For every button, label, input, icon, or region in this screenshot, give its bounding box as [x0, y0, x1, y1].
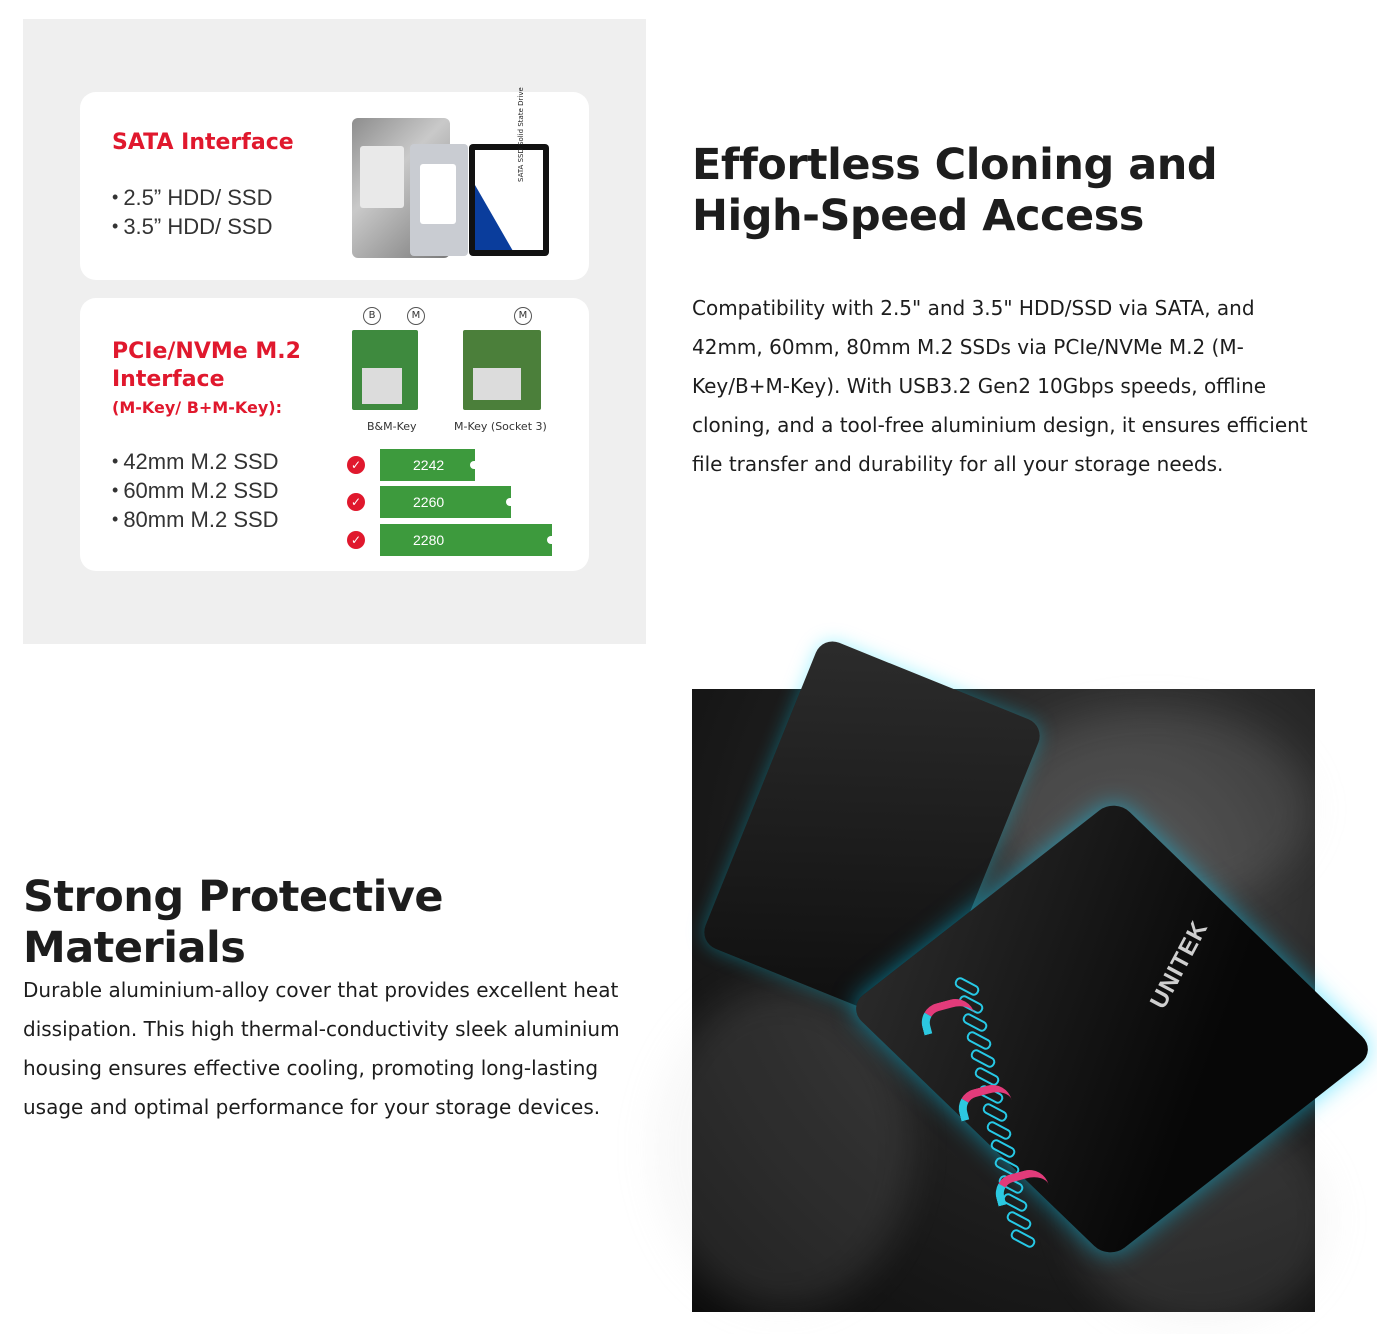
- materials-heading: Strong Protective Materials: [23, 872, 444, 973]
- interface-compatibility-image: [23, 19, 646, 644]
- ssd-label-text: SATA SSD Solid State Drive: [517, 87, 525, 182]
- m2-card-subtitle: (M-Key/ B+M-Key):: [112, 398, 282, 417]
- m-key-badge: M: [514, 307, 532, 325]
- m-key-badge: M: [407, 307, 425, 325]
- sata-bullet: • 3.5” HDD/ SSD: [112, 213, 272, 242]
- length-bar-2260: 2260: [380, 486, 511, 518]
- materials-paragraph: Durable aluminium-alloy cover that provides excellent heat dissipation. This high thermal-conductivity sleek aluminium housing ensures effective cooling, promoting long-lasting usage and optimal performance for your storage devices.: [23, 978, 620, 1119]
- bm-key-m2-board: [352, 330, 418, 410]
- vent-slot: [1005, 1210, 1033, 1232]
- sata-card-title: SATA Interface: [112, 130, 294, 155]
- cloning-paragraph: Compatibility with 2.5" and 3.5" HDD/SSD via SATA, and 42mm, 60mm, 80mm M.2 SSDs via PCIe/NVMe M.2 (M-Key/B+M-Key). With USB3.2 Gen2 10Gbps speeds, offline cloning, and a tool-free aluminium design, it ensures efficient file transfer and durability for all your storage needs.: [692, 296, 1308, 476]
- m-key-m2-board: [463, 330, 541, 410]
- m2-card-title: PCIe/NVMe M.2 Interface: [112, 339, 301, 392]
- check-icon: ✓: [347, 456, 365, 474]
- cloning-heading: Effortless Cloning and High-Speed Access: [692, 140, 1218, 241]
- length-bar-2242: 2242: [380, 449, 475, 481]
- m-key-label: M-Key (Socket 3): [454, 420, 547, 433]
- m2-bullet: • 60mm M.2 SSD: [112, 477, 279, 506]
- check-icon: ✓: [347, 531, 365, 549]
- sata-bullet: • 2.5” HDD/ SSD: [112, 184, 272, 213]
- vent-slot: [1009, 1228, 1037, 1250]
- length-bar-2280: 2280: [380, 524, 552, 556]
- b-key-badge: B: [363, 307, 381, 325]
- check-icon: ✓: [347, 493, 365, 511]
- drive-caddy-illustration: [410, 144, 468, 256]
- m2-bullet: • 80mm M.2 SSD: [112, 506, 279, 535]
- m2-bullet: • 42mm M.2 SSD: [112, 448, 279, 477]
- m2-interface-card: [80, 298, 589, 571]
- brand-logo: UNITEK: [1144, 916, 1214, 1014]
- sata-interface-card: [80, 87, 589, 280]
- bm-key-label: B&M-Key: [367, 420, 417, 433]
- sata-ssd-illustration: [469, 87, 549, 256]
- docking-station-photo: [692, 689, 1315, 1312]
- m2-bullet-list: [112, 448, 279, 535]
- sata-bullet-list: [112, 184, 272, 242]
